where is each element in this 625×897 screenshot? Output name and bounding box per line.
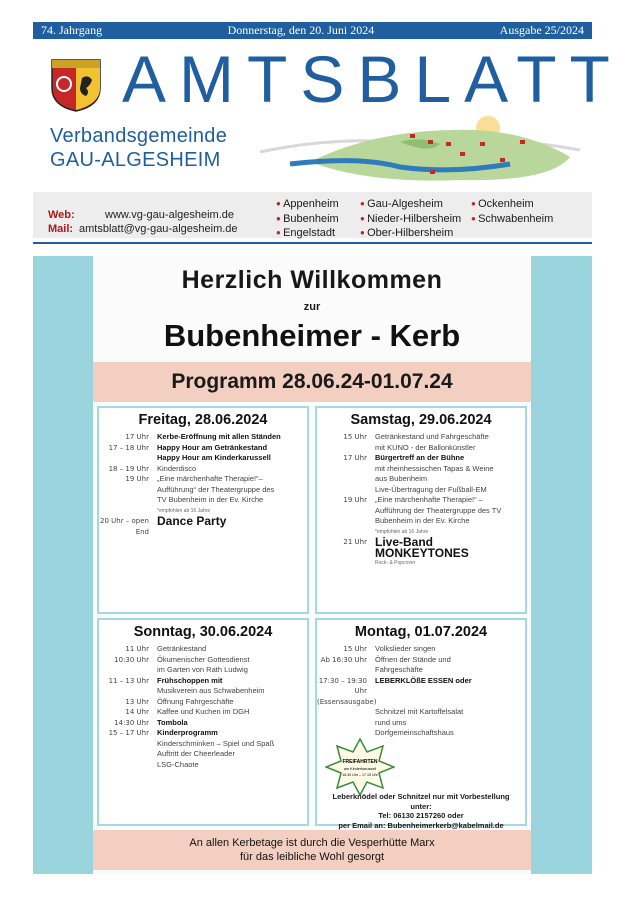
poster-sheet bbox=[93, 256, 531, 874]
schedule-row bbox=[99, 676, 307, 687]
schedule-row bbox=[317, 464, 525, 475]
schedule-row bbox=[99, 644, 307, 655]
schedule-time: 11 – 13 Uhr bbox=[108, 676, 149, 685]
schedule-row bbox=[317, 474, 525, 485]
schedule-desc: Kaffee und Kuchen im DGH bbox=[157, 707, 250, 716]
place-item: ● Appenheim bbox=[276, 197, 339, 212]
schedule-desc: Live-Band MONKEYTONES bbox=[375, 535, 469, 560]
schedule-row bbox=[99, 749, 307, 760]
sunday-schedule bbox=[99, 644, 307, 770]
schedule-desc: rund ums bbox=[375, 717, 407, 727]
schedule-time: 17:30 – 19:30 Uhr (Essensausgabe) bbox=[317, 676, 377, 706]
schedule-time bbox=[99, 686, 157, 697]
schedule-desc: „Eine märchenhafte Therapie!“– bbox=[157, 474, 263, 483]
friday-title: Freitag, 28.06.2024 bbox=[138, 412, 268, 428]
schedule-row bbox=[99, 474, 307, 485]
schedule-row bbox=[317, 495, 525, 506]
schedule-desc: Bubenheim in der Ev. Kirche bbox=[375, 516, 470, 525]
schedule-time bbox=[317, 558, 375, 569]
schedule-desc: Schnitzel mit Kartoffelsalat bbox=[375, 707, 464, 716]
sunday-box bbox=[97, 618, 309, 826]
schedule-row bbox=[317, 728, 525, 739]
schedule-desc: aus Bubenheim bbox=[375, 474, 428, 483]
star-line1: FREIFAHRTEN bbox=[342, 759, 378, 765]
schedule-desc: Frühschoppen mit bbox=[157, 675, 223, 685]
schedule-desc: Happy Hour am Kinderkarussell bbox=[157, 453, 271, 462]
place-item: ● Schwabenheim bbox=[471, 212, 553, 227]
schedule-time: 15 Uhr bbox=[343, 433, 367, 441]
schedule-time bbox=[317, 527, 375, 538]
schedule-desc: Live-Übertragung der Fußball-EM bbox=[375, 484, 487, 494]
star-line2: am Kinderkarussell bbox=[343, 767, 377, 771]
monday-box bbox=[315, 618, 527, 830]
place-item: ● Ober-Hilbersheim bbox=[360, 226, 461, 241]
poster-zur: zur bbox=[303, 301, 321, 313]
schedule-desc: Auftritt der Cheerleader bbox=[157, 749, 235, 758]
page-title: AMTSBLATT bbox=[122, 42, 623, 116]
schedule-row bbox=[99, 443, 307, 454]
schedule-row bbox=[99, 464, 307, 475]
schedule-row bbox=[99, 516, 307, 537]
schedule-time bbox=[317, 443, 375, 454]
vg-name-line2: GAU-ALGESHEIM bbox=[50, 149, 221, 171]
schedule-desc: LSG-Chaote bbox=[157, 759, 199, 769]
place-item: ● Gau-Algesheim bbox=[360, 197, 461, 212]
schedule-row bbox=[99, 728, 307, 739]
web-link[interactable]: www.vg-gau-algesheim.de bbox=[105, 209, 235, 221]
program-dates: Programm 28.06.24-01.07.24 bbox=[93, 362, 531, 402]
schedule-row bbox=[99, 655, 307, 666]
schedule-time bbox=[99, 495, 157, 506]
place-item: ● Bubenheim bbox=[276, 212, 339, 227]
friday-box bbox=[97, 406, 309, 614]
issue-date: Donnerstag, den 20. Juni 2024 bbox=[227, 23, 375, 37]
schedule-row bbox=[99, 718, 307, 729]
schedule-desc: Musikverein aus Schwabenheim bbox=[157, 686, 265, 695]
schedule-time bbox=[99, 665, 157, 676]
schedule-desc: Aufführung der Theatergruppe des TV bbox=[375, 505, 502, 515]
poster-welcome: Herzlich Willkommen bbox=[181, 266, 443, 294]
schedule-time bbox=[99, 506, 157, 517]
monday-schedule bbox=[317, 644, 525, 739]
schedule-desc: TV Bubenheim in der Ev. Kirche bbox=[157, 495, 264, 504]
schedule-time: 14:30 Uhr bbox=[114, 718, 149, 727]
schedule-row bbox=[317, 537, 525, 558]
schedule-desc: Kerbe-Eröffnung mit allen Ständen bbox=[157, 432, 281, 441]
order-line3: per Email an: Bubenheimerkerb@kabelmail.de bbox=[338, 820, 504, 830]
schedule-time bbox=[317, 665, 375, 676]
mail-link[interactable]: amtsblatt@vg-gau-algesheim.de bbox=[79, 223, 238, 235]
schedule-desc: „Eine märchenhafte Therapie!“ – bbox=[375, 495, 483, 504]
web-label: Web: bbox=[48, 209, 75, 221]
saturday-title: Samstag, 29.06.2024 bbox=[350, 412, 492, 428]
schedule-desc: Dorfgemeinschaftshaus bbox=[375, 728, 454, 737]
schedule-time: Ab 16:30 Uhr bbox=[320, 655, 367, 664]
schedule-desc: Bürgertreff an der Bühne bbox=[375, 453, 465, 462]
star-line3: 16.30 Uhr – 17.15 Uhr bbox=[342, 773, 378, 777]
schedule-row bbox=[99, 432, 307, 443]
saturday-box bbox=[315, 406, 527, 614]
places-column-2 bbox=[360, 197, 461, 241]
schedule-time: 15 – 17 Uhr bbox=[108, 729, 149, 737]
order-line1: Leberknödel oder Schnitzel nur mit Vorbestellung unter: bbox=[332, 792, 510, 811]
order-note bbox=[321, 792, 521, 830]
schedule-time: 13 Uhr bbox=[125, 697, 149, 706]
schedule-time: 17 Uhr bbox=[125, 433, 149, 441]
schedule-time bbox=[99, 453, 157, 464]
schedule-time bbox=[317, 516, 375, 527]
schedule-time bbox=[99, 485, 157, 496]
schedule-time bbox=[317, 707, 375, 718]
schedule-desc: Getränkestand und Fahrgeschäfte bbox=[375, 432, 489, 441]
schedule-time bbox=[317, 728, 375, 739]
schedule-time bbox=[99, 760, 157, 771]
schedule-time: 19 Uhr bbox=[343, 496, 367, 504]
schedule-desc: *empfohlen ab 16 Jahre bbox=[157, 507, 211, 514]
schedule-time: 10:30 Uhr bbox=[114, 655, 149, 664]
places-column-3 bbox=[471, 197, 553, 226]
header-bar bbox=[33, 22, 592, 39]
schedule-desc: Fahrgeschäfte bbox=[375, 665, 423, 674]
schedule-desc: Kinderschminken – Spiel und Spaß bbox=[157, 738, 275, 748]
schedule-row bbox=[317, 516, 525, 527]
coat-of-arms-icon bbox=[50, 58, 102, 112]
schedule-desc: Öffnung Fahrgeschäfte bbox=[157, 696, 234, 706]
monday-title: Montag, 01.07.2024 bbox=[354, 624, 488, 640]
schedule-desc: Tombola bbox=[157, 717, 188, 727]
schedule-desc: Rock- & Popcover bbox=[375, 560, 416, 566]
schedule-time bbox=[99, 739, 157, 750]
schedule-time: 17 Uhr bbox=[343, 454, 367, 462]
place-item: ● Engelstadt bbox=[276, 226, 339, 241]
schedule-row bbox=[317, 718, 525, 729]
schedule-row bbox=[99, 495, 307, 506]
schedule-desc: im Garten von Rath Ludwig bbox=[157, 665, 248, 674]
schedule-row bbox=[99, 760, 307, 771]
schedule-desc: Dance Party bbox=[157, 514, 227, 528]
poster-title: Bubenheimer - Kerb bbox=[163, 318, 461, 353]
schedule-row bbox=[99, 453, 307, 464]
schedule-time bbox=[317, 485, 375, 496]
footer-line2: für das leibliche Wohl gesorgt bbox=[239, 851, 385, 863]
places-column-1 bbox=[276, 197, 339, 241]
schedule-time bbox=[317, 718, 375, 729]
schedule-time: 14 Uhr bbox=[125, 708, 149, 716]
schedule-desc: LEBERKLÖßE ESSEN oder bbox=[375, 675, 472, 685]
schedule-time: 17 – 18 Uhr bbox=[108, 443, 149, 452]
schedule-row bbox=[317, 506, 525, 517]
schedule-row bbox=[99, 739, 307, 750]
schedule-row bbox=[99, 485, 307, 496]
schedule-row bbox=[99, 697, 307, 708]
schedule-row bbox=[99, 665, 307, 676]
schedule-time: 19 Uhr bbox=[125, 475, 149, 483]
schedule-row bbox=[317, 665, 525, 676]
schedule-row bbox=[317, 453, 525, 464]
schedule-time: 20 Uhr – open End bbox=[100, 517, 149, 536]
schedule-time: 21 Uhr bbox=[343, 538, 367, 546]
schedule-time: 15 Uhr bbox=[343, 645, 367, 653]
schedule-desc: Kinderdisco bbox=[157, 463, 197, 473]
schedule-row bbox=[99, 686, 307, 697]
footer-line1: An allen Kerbetage ist durch die Vesperhütte Marx bbox=[189, 837, 435, 849]
saturday-schedule bbox=[317, 432, 525, 569]
place-item: ● Nieder-Hilbersheim bbox=[360, 212, 461, 227]
schedule-desc: Volkslieder singen bbox=[375, 644, 436, 653]
jahrgang: 74. Jahrgang bbox=[41, 23, 103, 37]
divider bbox=[33, 242, 592, 244]
place-item: ● Ockenheim bbox=[471, 197, 553, 212]
schedule-time bbox=[317, 506, 375, 517]
vg-name-line1: Verbandsgemeinde bbox=[50, 125, 228, 147]
issue-number: Ausgabe 25/2024 bbox=[499, 23, 584, 37]
schedule-desc: Getränkestand bbox=[157, 644, 207, 653]
schedule-time bbox=[317, 474, 375, 485]
sunday-title: Sonntag, 30.06.2024 bbox=[133, 624, 273, 640]
freifahrten-star-badge bbox=[325, 738, 395, 796]
mail-label: Mail: bbox=[48, 223, 74, 235]
schedule-desc: mit KUNO - der Ballonkünstler bbox=[375, 442, 476, 452]
landscape-map-illustration bbox=[250, 112, 590, 187]
schedule-row bbox=[317, 707, 525, 718]
schedule-time bbox=[99, 749, 157, 760]
schedule-row bbox=[317, 644, 525, 655]
schedule-row bbox=[317, 485, 525, 496]
schedule-row bbox=[317, 655, 525, 666]
schedule-time: 11 Uhr bbox=[125, 645, 149, 653]
schedule-time: 18 – 19 Uhr bbox=[108, 464, 149, 473]
schedule-desc: Öffnen der Stände und bbox=[375, 654, 451, 664]
schedule-desc: mit rheinhessischen Tapas & Weine bbox=[375, 463, 494, 473]
schedule-desc: *empfohlen ab 16 Jahre bbox=[375, 528, 429, 535]
schedule-desc: Ökumenischer Gottesdienst bbox=[157, 654, 250, 664]
schedule-row bbox=[317, 443, 525, 454]
schedule-desc: Kinderprogramm bbox=[157, 728, 218, 737]
order-line2: Tel: 06130 2157260 oder bbox=[378, 811, 464, 820]
schedule-row bbox=[317, 432, 525, 443]
friday-schedule bbox=[99, 432, 307, 537]
schedule-desc: Aufführung“ der Theatergruppe des bbox=[157, 484, 275, 494]
schedule-desc: Happy Hour am Getränkestand bbox=[157, 442, 268, 452]
poster-footer bbox=[93, 830, 531, 870]
schedule-row bbox=[317, 558, 525, 569]
schedule-row bbox=[99, 707, 307, 718]
kerb-poster bbox=[33, 256, 592, 874]
schedule-row bbox=[317, 676, 525, 708]
schedule-time bbox=[317, 464, 375, 475]
